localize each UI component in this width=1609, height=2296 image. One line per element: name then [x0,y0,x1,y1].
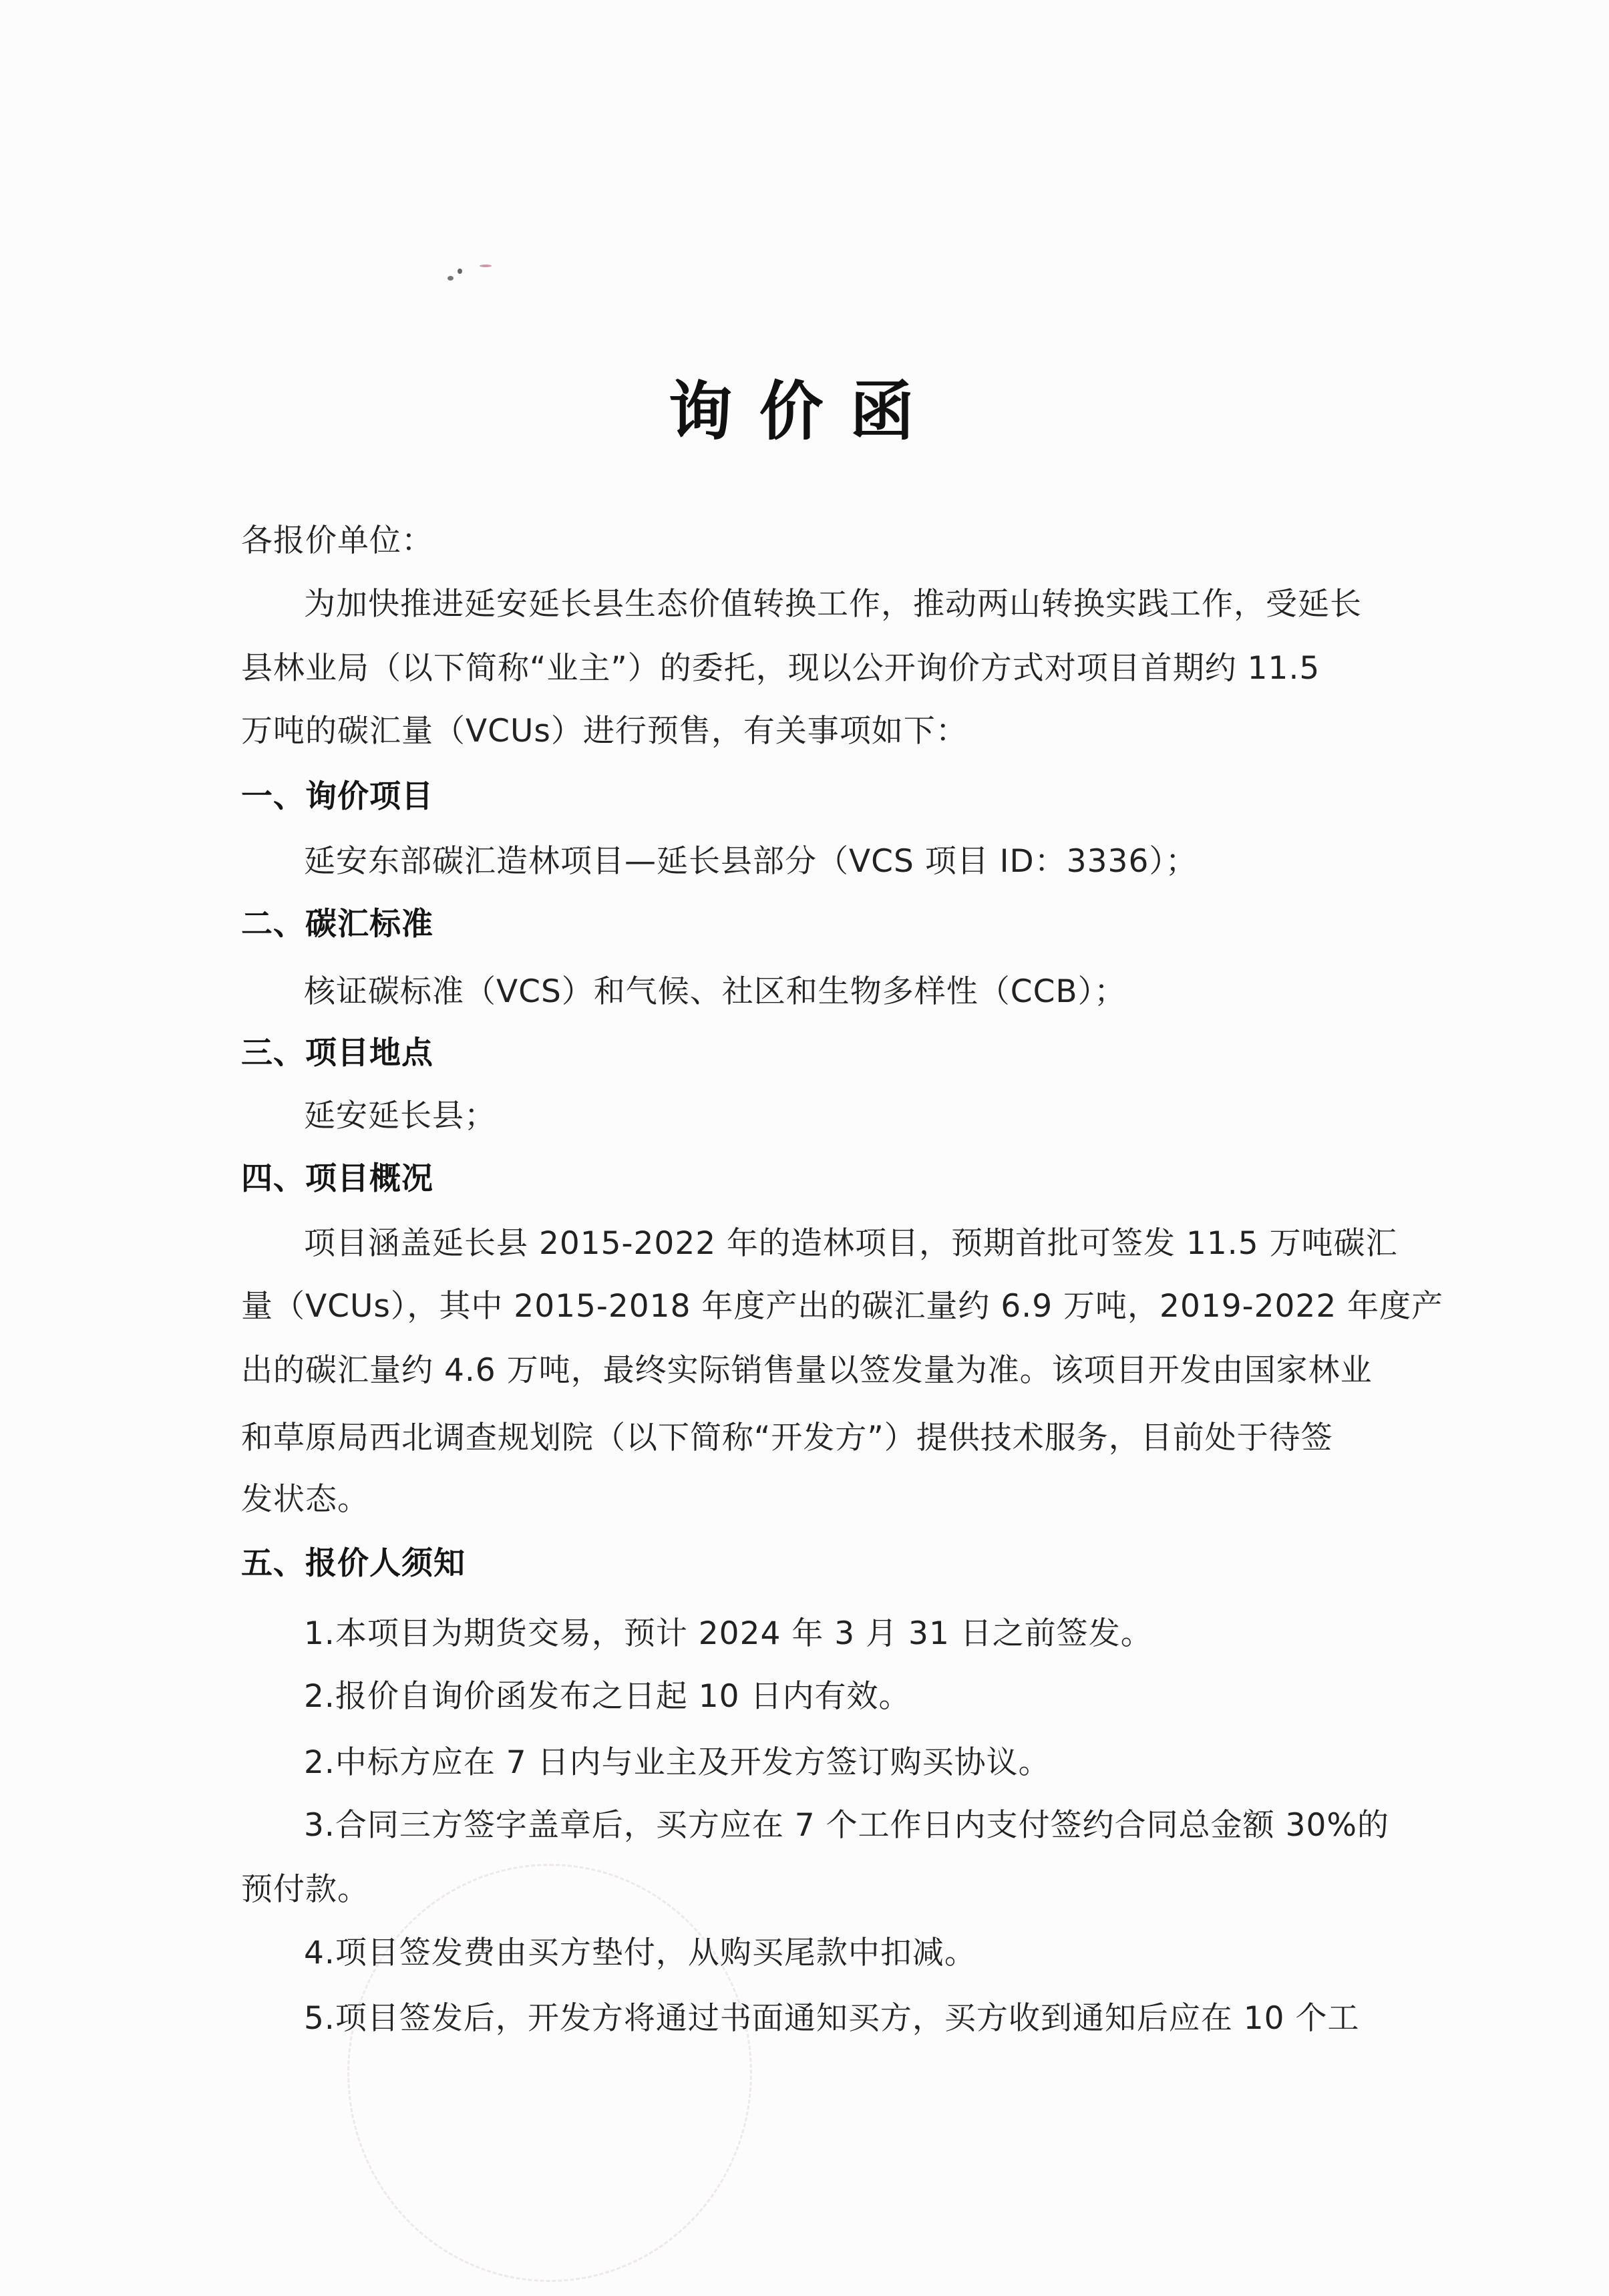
intro-line: 为加快推进延安延长县生态价值转换工作，推动两山转换实践工作，受延长 [304,586,1362,623]
section-heading-2: 二、碳汇标准 [241,906,433,943]
notice-item: 预付款。 [241,1871,369,1908]
section-heading-3: 三、项目地点 [241,1035,433,1072]
scan-speck [458,269,462,274]
section-line: 延安延长县； [304,1098,496,1134]
section-heading-4: 四、项目概况 [241,1160,433,1197]
section-line: 和草原局西北调查规划院（以下简称“开发方”）提供技术服务，目前处于待签 [241,1420,1333,1456]
section-line: 发状态。 [241,1481,369,1518]
section-line: 出的碳汇量约 4.6 万吨，最终实际销售量以签发量为准。该项目开发由国家林业 [241,1352,1373,1389]
section-heading-1: 一、询价项目 [241,778,433,815]
intro-line: 县林业局（以下简称“业主”）的委托，现以公开询价方式对项目首期约 11.5 [241,650,1320,687]
faint-seal-stamp [347,1864,752,2282]
notice-item: 5.项目签发后，开发方将通过书面通知买方，买方收到通知后应在 10 个工 [304,2000,1360,2037]
intro-line: 万吨的碳汇量（VCUs）进行预售，有关事项如下： [241,713,968,750]
scan-speck [480,265,492,267]
salutation: 各报价单位： [241,522,433,559]
notice-item: 1.本项目为期货交易，预计 2024 年 3 月 31 日之前签发。 [304,1615,1153,1652]
scan-speck [448,276,454,281]
notice-item: 2.报价自询价函发布之日起 10 日内有效。 [304,1678,911,1715]
notice-item: 2.中标方应在 7 日内与业主及开发方签订购买协议。 [304,1744,1051,1781]
page-title: 询价函 [668,373,941,449]
section-line: 量（VCUs），其中 2015-2018 年度产出的碳汇量约 6.9 万吨，2019-2022 年度产 [241,1288,1444,1325]
notice-item: 3.合同三方签字盖章后，买方应在 7 个工作日内支付签约合同总金额 30%的 [304,1807,1390,1844]
section-line: 核证碳标准（VCS）和气候、社区和生物多样性（CCB）； [304,973,1127,1010]
notice-item: 4.项目签发费由买方垫付，从购买尾款中扣减。 [304,1935,976,1971]
section-line: 延安东部碳汇造林项目—延长县部分（VCS 项目 ID：3336）； [304,843,1198,880]
section-heading-5: 五、报价人须知 [241,1545,466,1582]
section-line: 项目涵盖延长县 2015-2022 年的造林项目，预期首批可签发 11.5 万吨碳汇 [304,1225,1398,1262]
